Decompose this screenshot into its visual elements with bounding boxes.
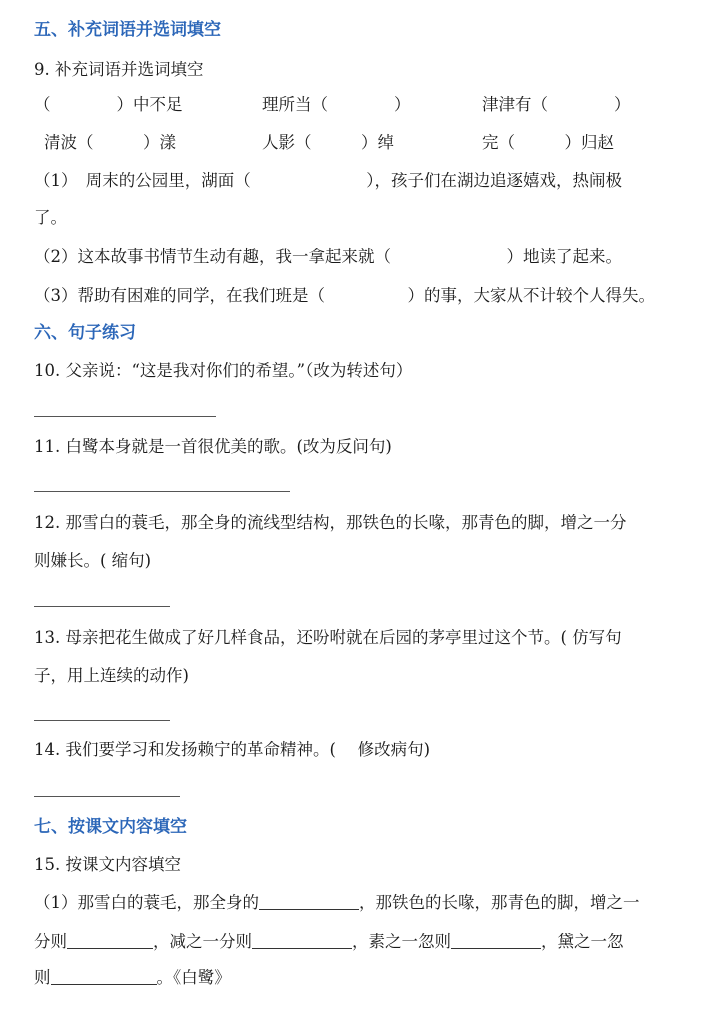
q15-text-2c: ，素之一忽则 bbox=[352, 932, 451, 951]
q15-blank-2[interactable] bbox=[67, 930, 153, 949]
answer-line-13[interactable] bbox=[34, 720, 170, 721]
word-blank-4: 清波（ ）漾 bbox=[44, 133, 176, 152]
q15-text-3b: 。《白鹭》 bbox=[156, 968, 231, 987]
section-heading-7: 七、按课文内容填空 bbox=[34, 817, 187, 837]
word-blank-2: 理所当（ ） bbox=[262, 95, 411, 114]
q15-line-2 bbox=[34, 930, 694, 954]
question-13: 13. 母亲把花生做成了好几样食品，还吩咐就在后园的茅亭里过这个节。( 仿写句 bbox=[34, 628, 622, 647]
answer-line-14[interactable] bbox=[34, 796, 180, 797]
q9-sentence-2: （2）这本故事书情节生动有趣，我一拿起来就（ ）地读了起来。 bbox=[34, 247, 622, 266]
question-12-cont: 则嫌长。( 缩句) bbox=[34, 551, 152, 570]
section-heading-6: 六、句子练习 bbox=[34, 323, 136, 343]
question-11: 11. 白鹭本身就是一首很优美的歌。(改为反问句) bbox=[34, 437, 392, 456]
q15-blank-3[interactable] bbox=[252, 930, 352, 949]
word-blank-1: （ ）中不足 bbox=[34, 95, 183, 114]
word-blank-5: 人影（ ）绰 bbox=[262, 133, 394, 152]
section-heading-5: 五、补充词语并选词填空 bbox=[34, 20, 221, 40]
question-14: 14. 我们要学习和发扬赖宁的革命精神。( 修改病句) bbox=[34, 740, 431, 759]
q15-text-1a: （1）那雪白的蓑毛，那全身的 bbox=[34, 893, 259, 912]
question-12: 12. 那雪白的蓑毛，那全身的流线型结构，那铁色的长喙，那青色的脚，增之一分 bbox=[34, 513, 627, 532]
q15-blank-1[interactable] bbox=[259, 891, 359, 910]
q15-text-2b: ，减之一分则 bbox=[153, 932, 252, 951]
question-13-cont: 子，用上连续的动作) bbox=[34, 666, 189, 685]
answer-line-12[interactable] bbox=[34, 606, 170, 607]
q15-blank-5[interactable] bbox=[51, 966, 157, 985]
q15-text-2d: ，黛之一忽 bbox=[541, 932, 624, 951]
q15-line-3 bbox=[34, 966, 694, 990]
q15-text-3a: 则 bbox=[34, 968, 51, 987]
answer-line-11[interactable] bbox=[34, 491, 290, 492]
word-blank-6: 完（ ）归赵 bbox=[482, 133, 614, 152]
q9-sentence-1-cont: 了。 bbox=[34, 208, 67, 227]
question-15-title: 15. 按课文内容填空 bbox=[34, 855, 181, 874]
q9-sentence-3: （3）帮助有困难的同学，在我们班是（ ）的事，大家从不计较个人得失。 bbox=[34, 286, 655, 305]
q9-sentence-1: （1） 周末的公园里，湖面（ ），孩子们在湖边追逐嬉戏，热闹极 bbox=[34, 171, 622, 190]
word-blank-3: 津津有（ ） bbox=[482, 95, 631, 114]
question-9-title: 9. 补充词语并选词填空 bbox=[34, 60, 204, 79]
answer-line-10[interactable] bbox=[34, 416, 216, 417]
q15-text-2a: 分则 bbox=[34, 932, 67, 951]
question-10: 10. 父亲说：“这是我对你们的希望。”（改为转述句） bbox=[34, 361, 413, 380]
q15-text-1b: ，那铁色的长喙，那青色的脚，增之一 bbox=[359, 893, 640, 912]
q15-blank-4[interactable] bbox=[451, 930, 541, 949]
q15-line-1 bbox=[34, 891, 694, 915]
